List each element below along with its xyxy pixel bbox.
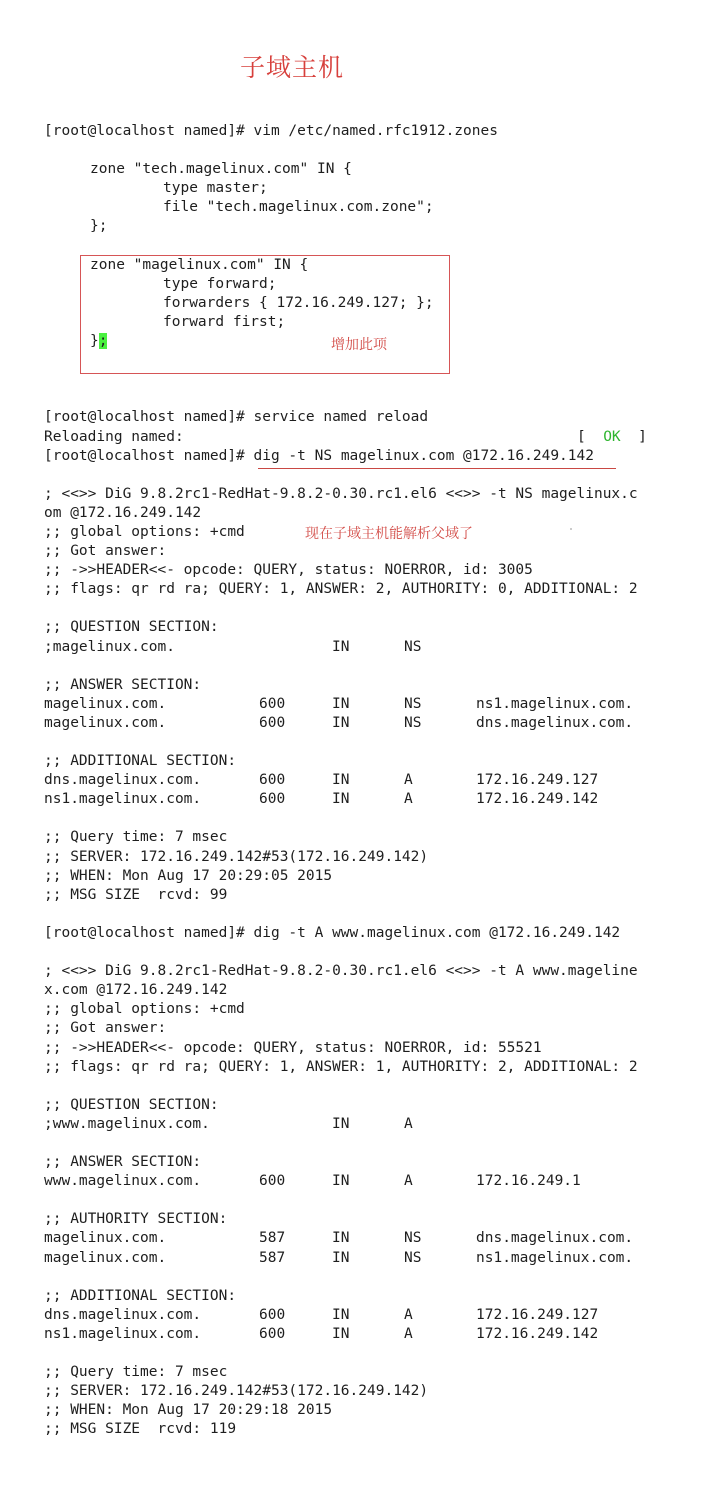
annotation-add-item: 增加此项 bbox=[331, 337, 387, 353]
zone-forward-close bbox=[44, 332, 684, 351]
record-class: IN bbox=[332, 791, 350, 808]
record-name: magelinux.com. bbox=[44, 695, 167, 712]
record-ttl: 587 bbox=[259, 1249, 286, 1266]
record-name: www.magelinux.com. bbox=[44, 1173, 202, 1190]
dig1-msg-size: ;; MSG SIZE rcvd: 99 bbox=[44, 886, 228, 903]
dig2-authority-row bbox=[44, 1229, 684, 1248]
annotation-parent-resolve: 现在子域主机能解析父域了 bbox=[305, 526, 473, 542]
record-value: ns1.magelinux.com. bbox=[476, 695, 634, 712]
record-name: ns1.magelinux.com. bbox=[44, 791, 202, 808]
dig1-additional-title: ;; ADDITIONAL SECTION: bbox=[44, 753, 237, 770]
dig1-additional-row bbox=[44, 771, 684, 790]
record-name: magelinux.com. bbox=[44, 1230, 167, 1247]
record-type: A bbox=[404, 791, 413, 808]
record-class: IN bbox=[332, 1249, 350, 1266]
zone-tech-open: zone "tech.magelinux.com" IN { bbox=[90, 161, 352, 178]
dig1-global-options: ;; global options: +cmd bbox=[44, 523, 245, 540]
dig2-banner-1: ; <<>> DiG 9.8.2rc1-RedHat-9.8.2-0.30.rc1.el6 <<>> -t A www.mageline bbox=[44, 963, 638, 980]
record-name: ;magelinux.com. bbox=[44, 638, 175, 655]
dig1-query-time: ;; Query time: 7 msec bbox=[44, 829, 228, 846]
dig-ns-command-line bbox=[44, 447, 684, 466]
dig2-authority-title: ;; AUTHORITY SECTION: bbox=[44, 1211, 228, 1228]
record-class: IN bbox=[332, 1173, 350, 1190]
record-name: ;www.magelinux.com. bbox=[44, 1115, 210, 1132]
reload-status bbox=[577, 428, 647, 447]
record-name: magelinux.com. bbox=[44, 1249, 167, 1266]
record-class: IN bbox=[332, 772, 350, 789]
record-type: A bbox=[404, 1173, 413, 1190]
zone-tech-close: }; bbox=[90, 218, 108, 235]
dig2-banner-2: x.com @172.16.249.142 bbox=[44, 982, 228, 999]
reload-status-line bbox=[44, 428, 684, 447]
record-ttl: 587 bbox=[259, 1230, 286, 1247]
record-type: NS bbox=[404, 714, 422, 731]
reload-command: [root@localhost named]# service named reload bbox=[44, 409, 429, 426]
record-value: dns.magelinux.com. bbox=[476, 1230, 634, 1247]
dig-ns-command: dig -t NS magelinux.com @172.16.249.142 bbox=[253, 447, 594, 464]
dig2-when: ;; WHEN: Mon Aug 17 20:29:18 2015 bbox=[44, 1402, 333, 1419]
dig-ns-prompt: [root@localhost named]# bbox=[44, 447, 254, 464]
record-value: 172.16.249.127 bbox=[476, 1306, 599, 1323]
record-ttl: 600 bbox=[259, 772, 286, 789]
record-type: A bbox=[404, 1115, 413, 1132]
record-name: dns.magelinux.com. bbox=[44, 1306, 202, 1323]
zone-forward-open: zone "magelinux.com" IN { bbox=[90, 256, 309, 273]
record-class: IN bbox=[332, 1325, 350, 1342]
dig2-additional-title: ;; ADDITIONAL SECTION: bbox=[44, 1287, 237, 1304]
dig1-answer-title: ;; ANSWER SECTION: bbox=[44, 676, 202, 693]
dig-a-command: [root@localhost named]# dig -t A www.magelinux.com @172.16.249.142 bbox=[44, 924, 621, 941]
dig2-got-answer: ;; Got answer: bbox=[44, 1020, 167, 1037]
dig1-got-answer: ;; Got answer: bbox=[44, 543, 167, 560]
record-type: NS bbox=[404, 638, 422, 655]
dig2-header: ;; ->>HEADER<<- opcode: QUERY, status: NOERROR, id: 55521 bbox=[44, 1039, 542, 1056]
dig1-header: ;; ->>HEADER<<- opcode: QUERY, status: NOERROR, id: 3005 bbox=[44, 562, 533, 579]
record-type: NS bbox=[404, 1249, 422, 1266]
record-class: IN bbox=[332, 714, 350, 731]
dig2-global-options: ;; global options: +cmd bbox=[44, 1001, 245, 1018]
record-value: 172.16.249.142 bbox=[476, 1325, 599, 1342]
dig1-banner-1: ; <<>> DiG 9.8.2rc1-RedHat-9.8.2-0.30.rc1.el6 <<>> -t NS magelinux.c bbox=[44, 485, 638, 502]
record-value: 172.16.249.127 bbox=[476, 772, 599, 789]
record-type: NS bbox=[404, 695, 422, 712]
dig2-query-time: ;; Query time: 7 msec bbox=[44, 1364, 228, 1381]
zone-forward-first: forward first; bbox=[163, 313, 286, 330]
vim-command: [root@localhost named]# vim /etc/named.rfc1912.zones bbox=[44, 123, 498, 139]
ok-text: OK bbox=[603, 428, 621, 445]
record-value: dns.magelinux.com. bbox=[476, 714, 634, 731]
zone-tech-file: file "tech.magelinux.com.zone"; bbox=[163, 199, 434, 216]
dig1-flags: ;; flags: qr rd ra; QUERY: 1, ANSWER: 2, AUTHORITY: 0, ADDITIONAL: 2 bbox=[44, 581, 638, 598]
zone-tech-type: type master; bbox=[163, 180, 268, 197]
dig1-question-title: ;; QUESTION SECTION: bbox=[44, 619, 219, 636]
record-value: 172.16.249.142 bbox=[476, 791, 599, 808]
record-class: IN bbox=[332, 695, 350, 712]
dig2-server: ;; SERVER: 172.16.249.142#53(172.16.249.142) bbox=[44, 1383, 429, 1400]
reload-label: Reloading named: bbox=[44, 428, 184, 445]
record-name: ns1.magelinux.com. bbox=[44, 1325, 202, 1342]
dig2-additional-row bbox=[44, 1306, 684, 1325]
record-type: NS bbox=[404, 1230, 422, 1247]
text-cursor: ; bbox=[98, 333, 108, 350]
zone-forward-forwarders: forwarders { 172.16.249.127; }; bbox=[163, 294, 434, 311]
dig1-additional-row bbox=[44, 790, 684, 809]
dig1-when: ;; WHEN: Mon Aug 17 20:29:05 2015 bbox=[44, 867, 333, 884]
record-ttl: 600 bbox=[259, 791, 286, 808]
record-type: A bbox=[404, 772, 413, 789]
record-class: IN bbox=[332, 1306, 350, 1323]
dig1-answer-row bbox=[44, 695, 684, 714]
record-class: IN bbox=[332, 638, 350, 655]
record-ttl: 600 bbox=[259, 1325, 286, 1342]
dig2-authority-row bbox=[44, 1249, 684, 1268]
record-type: A bbox=[404, 1306, 413, 1323]
dig1-banner-2: om @172.16.249.142 bbox=[44, 504, 202, 521]
dig2-answer-row bbox=[44, 1172, 684, 1191]
record-ttl: 600 bbox=[259, 1173, 286, 1190]
page-title: 子域主机 bbox=[240, 53, 345, 82]
dig2-question-row bbox=[44, 1115, 684, 1134]
ok-bracket-close: ] bbox=[638, 428, 647, 445]
terminal-output bbox=[44, 122, 684, 1439]
dig2-msg-size: ;; MSG SIZE rcvd: 119 bbox=[44, 1421, 237, 1438]
dig1-question-row bbox=[44, 638, 684, 657]
record-type: A bbox=[404, 1325, 413, 1342]
record-class: IN bbox=[332, 1115, 350, 1132]
dig2-additional-row bbox=[44, 1325, 684, 1344]
zone-forward-close-brace: } bbox=[90, 333, 99, 350]
zone-forward-type: type forward; bbox=[163, 275, 277, 292]
dig1-server: ;; SERVER: 172.16.249.142#53(172.16.249.142) bbox=[44, 848, 429, 865]
record-ttl: 600 bbox=[259, 1306, 286, 1323]
dig2-answer-title: ;; ANSWER SECTION: bbox=[44, 1154, 202, 1171]
record-ttl: 600 bbox=[259, 714, 286, 731]
record-name: magelinux.com. bbox=[44, 714, 167, 731]
dig1-answer-row bbox=[44, 714, 684, 733]
record-class: IN bbox=[332, 1230, 350, 1247]
record-ttl: 600 bbox=[259, 695, 286, 712]
record-value: 172.16.249.1 bbox=[476, 1173, 581, 1190]
dig2-flags: ;; flags: qr rd ra; QUERY: 1, ANSWER: 1, AUTHORITY: 2, ADDITIONAL: 2 bbox=[44, 1058, 638, 1075]
dig2-question-title: ;; QUESTION SECTION: bbox=[44, 1096, 219, 1113]
record-name: dns.magelinux.com. bbox=[44, 772, 202, 789]
ok-bracket-open: [ bbox=[577, 428, 586, 445]
record-value: ns1.magelinux.com. bbox=[476, 1249, 634, 1266]
